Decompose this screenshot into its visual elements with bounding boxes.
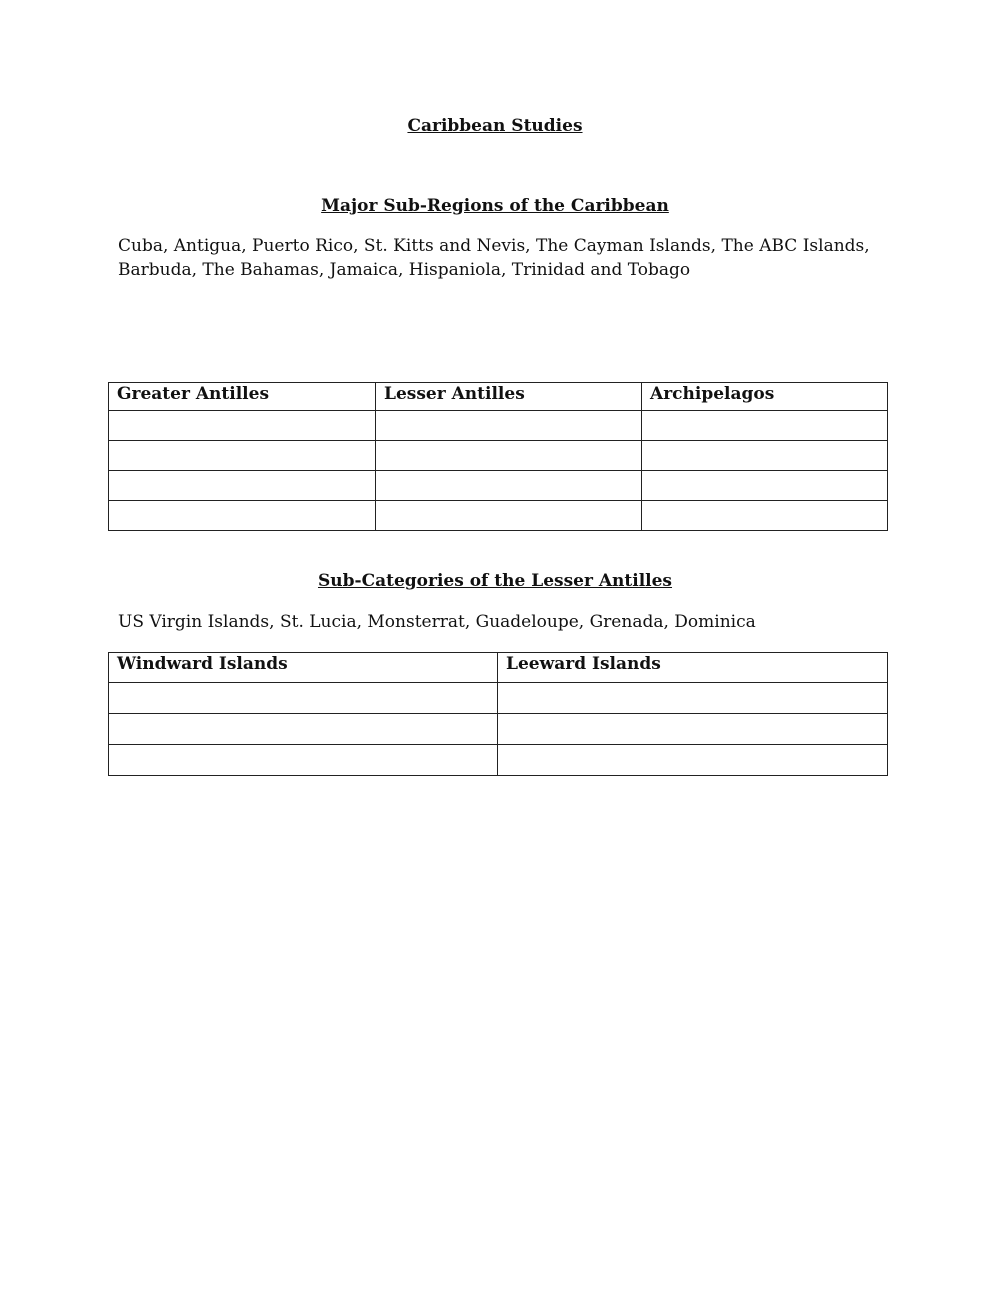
- table-row: [109, 411, 888, 441]
- answer-cell[interactable]: [376, 411, 642, 441]
- table-row: [109, 441, 888, 471]
- answer-cell[interactable]: [109, 501, 376, 531]
- answer-cell[interactable]: [498, 745, 888, 776]
- island-list-major-sub-regions: [118, 234, 878, 282]
- answer-cell[interactable]: [498, 683, 888, 714]
- table-row: [109, 683, 888, 714]
- answer-cell[interactable]: [109, 411, 376, 441]
- header-windward-islands: Windward Islands: [109, 653, 498, 683]
- header-lesser-antilles: Lesser Antilles: [376, 383, 642, 411]
- island-list-line-2: Barbuda, The Bahamas, Jamaica, Hispaniola, Trinidad and Tobago: [118, 260, 691, 280]
- table-header-row: [109, 653, 888, 683]
- answer-cell[interactable]: [498, 714, 888, 745]
- answer-cell[interactable]: [376, 441, 642, 471]
- answer-cell[interactable]: [376, 471, 642, 501]
- header-leeward-islands: Leeward Islands: [498, 653, 888, 683]
- island-list-lesser-antilles: US Virgin Islands, St. Lucia, Monsterrat, Guadeloupe, Grenada, Dominica: [118, 612, 756, 632]
- table-row: [109, 745, 888, 776]
- document-title: Caribbean Studies: [407, 116, 583, 136]
- answer-cell[interactable]: [642, 441, 888, 471]
- section-heading-lesser-antilles-sub-categories: Sub-Categories of the Lesser Antilles: [317, 571, 673, 591]
- answer-cell[interactable]: [109, 745, 498, 776]
- answer-cell[interactable]: [642, 411, 888, 441]
- answer-cell[interactable]: [109, 714, 498, 745]
- answer-cell[interactable]: [109, 683, 498, 714]
- table-row: [109, 471, 888, 501]
- sub-regions-table: [108, 382, 888, 531]
- answer-cell[interactable]: [109, 441, 376, 471]
- lesser-antilles-table: [108, 652, 888, 776]
- answer-cell[interactable]: [109, 471, 376, 501]
- answer-cell[interactable]: [642, 501, 888, 531]
- answer-cell[interactable]: [376, 501, 642, 531]
- section-heading-major-sub-regions: Major Sub-Regions of the Caribbean: [321, 196, 669, 216]
- table-header-row: [109, 383, 888, 411]
- header-archipelagos: Archipelagos: [642, 383, 888, 411]
- table-row: [109, 501, 888, 531]
- table-row: [109, 714, 888, 745]
- island-list-line-1: Cuba, Antigua, Puerto Rico, St. Kitts and Nevis, The Cayman Islands, The ABC Islands,: [118, 236, 870, 256]
- answer-cell[interactable]: [642, 471, 888, 501]
- header-greater-antilles: Greater Antilles: [109, 383, 376, 411]
